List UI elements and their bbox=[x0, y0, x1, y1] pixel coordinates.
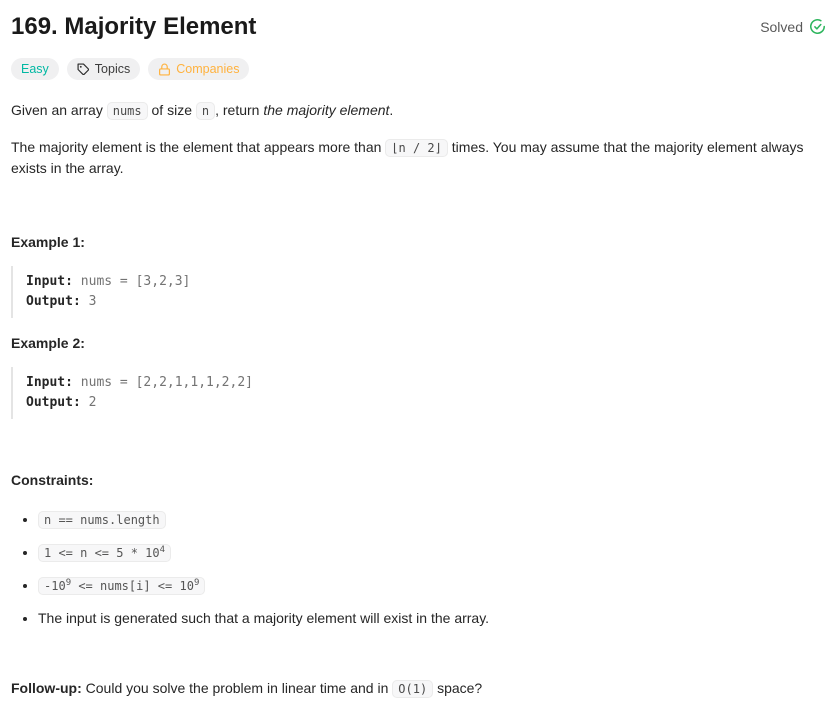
constraint-3-exponent-1: 9 bbox=[65, 577, 72, 588]
problem-header bbox=[11, 13, 826, 40]
constraint-3-exponent-2: 9 bbox=[193, 577, 200, 588]
intro-text-1: Given an array bbox=[11, 102, 107, 118]
topics-badge[interactable] bbox=[67, 58, 140, 80]
constraint-code-3 bbox=[38, 577, 205, 595]
solved-status[interactable] bbox=[760, 18, 826, 35]
topics-label: Topics bbox=[94, 62, 131, 76]
constraint-3-part-2: <= nums[i] <= 10 bbox=[71, 578, 194, 593]
code-n: n bbox=[196, 102, 215, 120]
followup-text-1: Could you solve the problem in linear time and in bbox=[81, 679, 393, 696]
example-1-block bbox=[11, 266, 826, 318]
constraints-heading bbox=[11, 471, 826, 489]
problem-title: 169. Majority Element bbox=[11, 13, 257, 40]
intro-emphasis: the majority element bbox=[263, 102, 390, 118]
example-2-input-value: nums = [2,2,1,1,1,2,2] bbox=[80, 374, 253, 390]
companies-label: Companies bbox=[176, 62, 240, 76]
example-2-block bbox=[11, 367, 826, 419]
definition-paragraph bbox=[11, 137, 809, 180]
example-2-output-value: 2 bbox=[88, 394, 97, 410]
definition-text-2: times. You may assume that the majority element always exists in the array. bbox=[11, 138, 804, 176]
followup-text-2: space? bbox=[433, 679, 483, 696]
code-nums: nums bbox=[107, 102, 148, 120]
intro-text-4: . bbox=[389, 102, 394, 118]
check-circle-icon bbox=[809, 18, 826, 35]
example-1-output-value: 3 bbox=[88, 293, 97, 309]
constraint-item-2 bbox=[38, 542, 826, 562]
lock-icon bbox=[158, 63, 171, 76]
constraint-2-exponent: 4 bbox=[159, 544, 166, 555]
code-floor-n-2: ⌊n / 2⌋ bbox=[385, 139, 448, 157]
example-1-heading bbox=[11, 233, 826, 251]
example-2-heading bbox=[11, 334, 826, 352]
constraint-3-part-1: -10 bbox=[44, 578, 66, 593]
difficulty-label: Easy bbox=[21, 62, 49, 76]
solved-label: Solved bbox=[760, 18, 803, 35]
problem-description-page bbox=[0, 13, 837, 699]
constraint-code-1 bbox=[38, 511, 166, 529]
constraint-2-base: 1 <= n <= 5 * 10 bbox=[44, 545, 160, 560]
constraint-code-2 bbox=[38, 544, 171, 562]
tag-icon bbox=[77, 63, 90, 76]
constraints-list bbox=[11, 509, 826, 628]
followup-label: Follow-up: bbox=[11, 679, 82, 696]
badges-row bbox=[11, 58, 826, 80]
intro-text-2: of size bbox=[147, 102, 196, 118]
constraint-item-3 bbox=[38, 575, 826, 595]
example-2-output-label: Output: bbox=[26, 394, 81, 410]
constraint-1-text: n == nums.length bbox=[44, 512, 160, 527]
example-1-input-label: Input: bbox=[26, 273, 73, 289]
constraint-item-1 bbox=[38, 509, 826, 529]
example-1-output-label: Output: bbox=[26, 293, 81, 309]
example-1-label: Example 1: bbox=[11, 233, 85, 250]
example-2-input-label: Input: bbox=[26, 374, 73, 390]
constraint-item-4 bbox=[38, 608, 826, 628]
followup-paragraph bbox=[11, 678, 809, 700]
intro-paragraph bbox=[11, 100, 809, 122]
intro-text-3: , return bbox=[215, 102, 264, 118]
example-1-input-value: nums = [3,2,3] bbox=[80, 273, 191, 289]
constraint-4-text: The input is generated such that a majority element will exist in the array. bbox=[38, 609, 490, 626]
companies-badge[interactable] bbox=[148, 58, 249, 80]
code-o1: O(1) bbox=[392, 680, 433, 698]
constraints-label: Constraints: bbox=[11, 471, 94, 488]
example-2-label: Example 2: bbox=[11, 334, 85, 351]
difficulty-badge-easy[interactable] bbox=[11, 58, 59, 80]
definition-text-1: The majority element is the element that appears more than bbox=[11, 138, 386, 155]
